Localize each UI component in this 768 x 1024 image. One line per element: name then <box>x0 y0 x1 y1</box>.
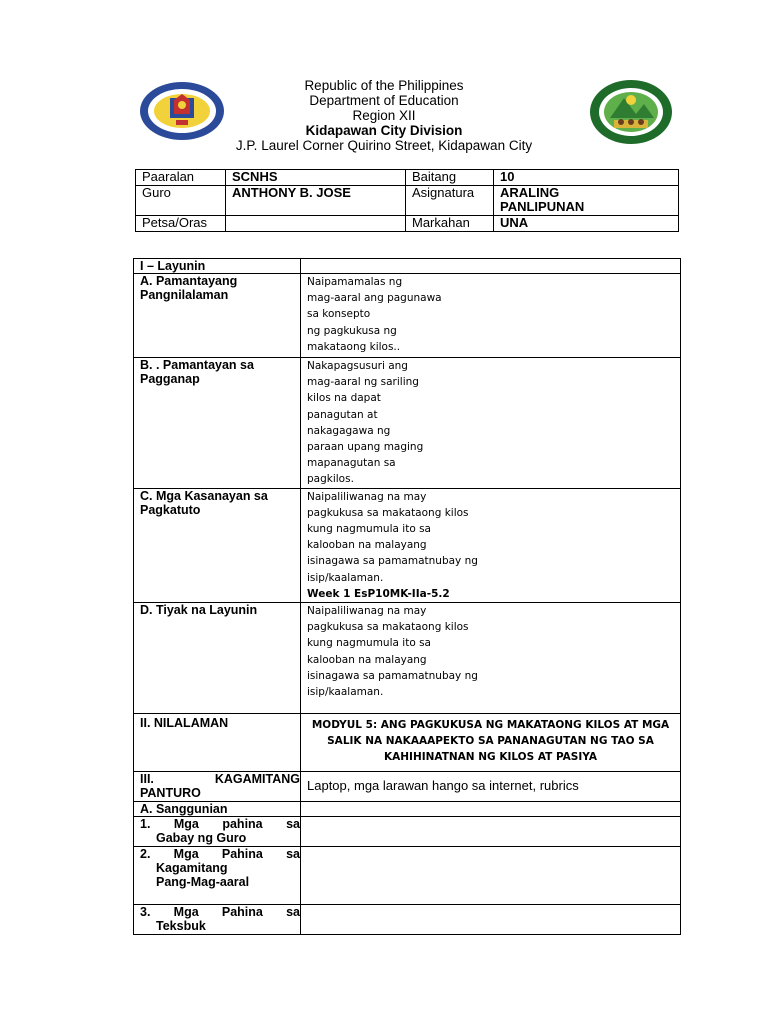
c-label-line1: C. Mga Kasanayan sa <box>140 488 268 503</box>
s3-label-line1: 3. Mga Pahina sa <box>140 905 300 920</box>
nilalaman-label: II. NILALAMAN <box>134 714 301 772</box>
teksbuk-label <box>134 905 301 935</box>
baitang-value: 10 <box>494 170 679 186</box>
kasanayan-sa-pagkatuto-label <box>134 488 301 602</box>
tiyak-na-layunin-label: D. Tiyak na Layunin <box>134 603 301 714</box>
c-label-line2: Pagkatuto <box>140 502 201 517</box>
s2-label-line2: Kagamitang <box>156 861 228 876</box>
pamantayang-pangnilalaman-value <box>301 274 681 358</box>
kagamitan-label-line2: PANTURO <box>140 786 201 801</box>
s2-label-line1: 2. Mga Pahina sa <box>140 847 300 862</box>
s1-label-line1: 1. Mga pahina sa <box>140 817 300 832</box>
b-line: nakagagawa ng <box>307 424 391 437</box>
s3-label-line2: Teksbuk <box>156 919 206 934</box>
b-line: kilos na dapat <box>307 392 381 405</box>
s1-label-line2: Gabay ng Guro <box>156 831 247 846</box>
pamantayan-sa-pagganap-label <box>134 358 301 489</box>
paaralan-value: SCNHS <box>226 170 406 186</box>
gabay-ng-guro-label <box>134 817 301 847</box>
petsa-label: Petsa/Oras <box>136 216 226 232</box>
c-line: pagkukusa sa makataong kilos <box>307 506 469 519</box>
gabay-ng-guro-value <box>301 817 681 847</box>
markahan-value: UNA <box>494 216 679 232</box>
header-republic: Republic of the Philippines <box>304 78 464 93</box>
b-line: panagutan at <box>307 408 378 421</box>
asignatura-value <box>494 186 679 216</box>
lesson-plan-table <box>133 258 681 935</box>
d-line: pagkukusa sa makataong kilos <box>307 621 469 634</box>
sanggunian-value <box>301 802 681 817</box>
document-header <box>0 78 768 153</box>
info-table <box>135 169 679 232</box>
b-line: mapanagutan sa <box>307 457 396 470</box>
a-line: makataong kilos.. <box>307 340 401 353</box>
kagamitan-label-line1: III. KAGAMITANG <box>140 772 300 787</box>
b-label-line1: B. . Pamantayan sa <box>140 358 254 372</box>
d-line: Naipaliliwanag na may <box>307 605 427 618</box>
c-line: kung nagmumula ito sa <box>307 523 431 536</box>
kagamitang-panturo-label <box>134 772 301 802</box>
nilalaman-value: MODYUL 5: ANG PAGKUKUSA NG MAKATAONG KILOS AT MGA SALIK NA NAKAAAPEKTO SA PANANAGUTAN NG TAO SA KAHIHINATNAN NG KILOS AT PASIYA <box>301 714 681 772</box>
a-label-line2: Pangnilalaman <box>140 288 229 302</box>
a-label-line1: A. Pamantayang <box>140 274 238 288</box>
s2-label-line3: Pang-Mag-aaral <box>156 875 250 890</box>
b-line: pagkilos. <box>307 473 354 486</box>
c-line: Naipaliliwanag na may <box>307 490 427 503</box>
a-line: Naipamamalas ng <box>307 276 403 288</box>
b-label-line2: Pagganap <box>140 372 200 386</box>
d-line: isinagawa sa pamamatnubay ng <box>307 669 478 682</box>
guro-value: ANTHONY B. JOSE <box>226 186 406 216</box>
baitang-label: Baitang <box>406 170 494 186</box>
pamantayang-pangnilalaman-label <box>134 274 301 358</box>
a-line: ng pagkukusa ng <box>307 324 397 337</box>
teksbuk-value <box>301 905 681 935</box>
kagamitang-pang-mag-aaral-value <box>301 847 681 905</box>
guro-label: Guro <box>136 186 226 216</box>
pamantayan-sa-pagganap-value <box>301 358 681 489</box>
c-line: isinagawa sa pamamatnubay ng <box>307 555 478 568</box>
d-line: kung nagmumula ito sa <box>307 637 431 650</box>
markahan-label: Markahan <box>406 216 494 232</box>
tiyak-na-layunin-value <box>301 603 681 714</box>
d-line: isip/kaalaman. <box>307 686 384 699</box>
header-department: Department of Education <box>309 93 459 108</box>
c-line: isip/kaalaman. <box>307 571 384 584</box>
header-division: Kidapawan City Division <box>305 123 463 138</box>
paaralan-label: Paaralan <box>136 170 226 186</box>
petsa-value <box>226 216 406 232</box>
d-line: kalooban na malayang <box>307 653 427 666</box>
layunin-value <box>301 259 681 274</box>
kasanayan-sa-pagkatuto-value <box>301 488 681 602</box>
kagamitang-pang-mag-aaral-label <box>134 847 301 905</box>
b-line: paraan upang maging <box>307 441 424 454</box>
b-line: Nakapagsusuri ang <box>307 360 408 372</box>
c-line: kalooban na malayang <box>307 539 427 552</box>
asignatura-label: Asignatura <box>406 186 494 216</box>
c-week-code: Week 1 EsP10MK-IIa-5.2 <box>307 587 450 600</box>
kagamitang-panturo-value: Laptop, mga larawan hango sa internet, rubrics <box>301 772 681 802</box>
asignatura-value-line1: ARALING <box>500 185 560 200</box>
header-address: J.P. Laurel Corner Quirino Street, Kidapawan City <box>235 138 533 153</box>
header-region: Region XII <box>352 108 416 123</box>
b-line: mag-aaral ng sariling <box>307 376 419 389</box>
sanggunian-label: A. Sanggunian <box>134 802 301 817</box>
asignatura-value-line2: PANLIPUNAN <box>500 199 585 214</box>
a-line: sa konsepto <box>307 308 371 321</box>
layunin-label: I – Layunin <box>134 259 301 274</box>
a-line: mag-aaral ang pagunawa <box>307 292 442 305</box>
